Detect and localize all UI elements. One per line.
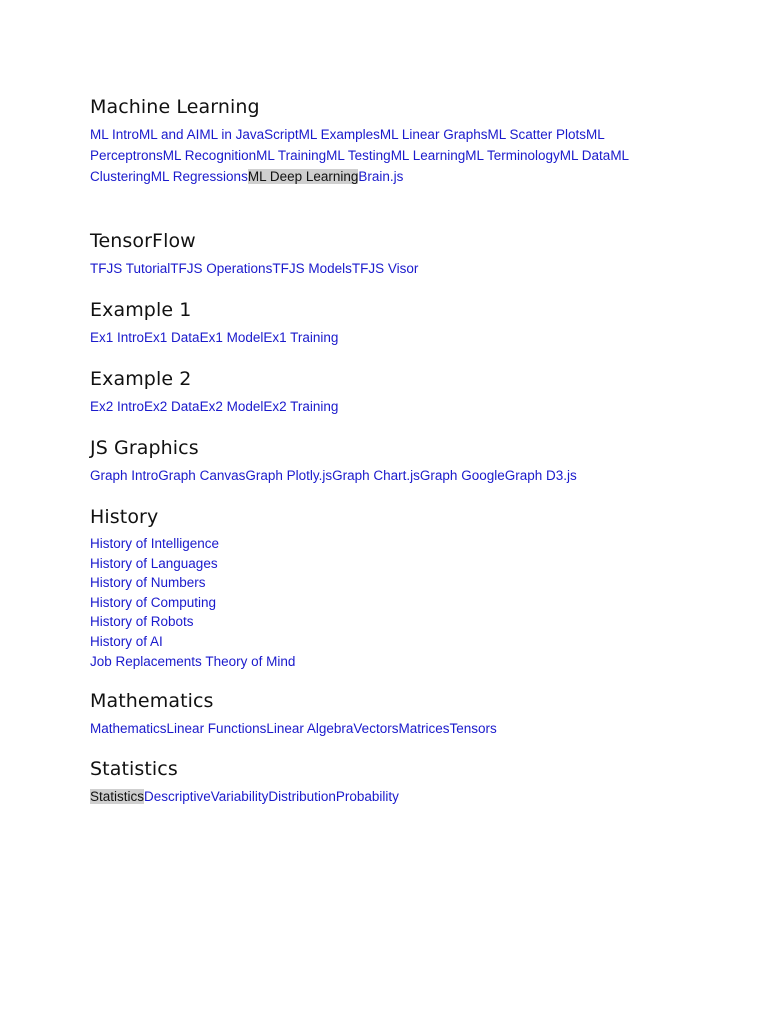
link-job-replacements-theory-of-mind[interactable]: Job Replacements Theory of Mind xyxy=(90,653,296,669)
section-tensorflow xyxy=(90,227,690,279)
section-history xyxy=(90,503,690,671)
link-vectors[interactable]: Vectors xyxy=(353,721,399,737)
section-title-tensorflow: TensorFlow xyxy=(90,230,196,252)
link-ml-learning[interactable]: ML Learning xyxy=(390,148,466,163)
link-mathematics[interactable]: Mathematics xyxy=(90,721,167,737)
link-ex2-intro[interactable]: Ex2 Intro xyxy=(90,399,145,414)
link-tensors[interactable]: Tensors xyxy=(449,721,497,737)
section-title-statistics: Statistics xyxy=(90,758,178,781)
link-graph-canvas[interactable]: Graph Canvas xyxy=(158,468,246,483)
link-brain-js[interactable]: Brain.js xyxy=(358,169,404,184)
link-ml-terminology[interactable]: ML Terminology xyxy=(465,148,560,163)
section-js-graphics xyxy=(90,434,690,486)
section-title-machine-learning: Machine Learning xyxy=(90,96,260,118)
link-graph-plotly-js[interactable]: Graph Plotly.js xyxy=(245,468,333,483)
link-list-statistics xyxy=(90,786,690,807)
section-title-example-2: Example 2 xyxy=(90,368,192,390)
link-ex2-training[interactable]: Ex2 Training xyxy=(263,399,339,414)
section-title-history: History xyxy=(90,506,159,528)
link-history-of-ai[interactable]: History of AI xyxy=(90,633,163,649)
link-list-example-1 xyxy=(90,327,690,348)
link-ex1-model[interactable]: Ex1 Model xyxy=(199,330,264,345)
link-ml-data[interactable]: ML Data xyxy=(559,148,611,163)
link-list-tensorflow xyxy=(90,258,690,279)
link-history-of-robots[interactable]: History of Robots xyxy=(90,614,194,630)
link-graph-chart-js[interactable]: Graph Chart.js xyxy=(332,468,420,483)
section-statistics xyxy=(90,755,690,807)
link-ex1-training[interactable]: Ex1 Training xyxy=(263,330,339,345)
link-statistics[interactable]: Statistics xyxy=(90,789,145,805)
link-list-history xyxy=(90,534,690,671)
link-graph-intro[interactable]: Graph Intro xyxy=(90,468,159,483)
link-ml-testing[interactable]: ML Testing xyxy=(326,148,391,163)
document-page xyxy=(90,93,690,807)
link-descriptive[interactable]: Descriptive xyxy=(144,789,211,805)
link-ml-training[interactable]: ML Training xyxy=(256,148,327,163)
link-history-of-numbers[interactable]: History of Numbers xyxy=(90,575,206,591)
link-ml-regressions[interactable]: ML Regressions xyxy=(150,169,248,184)
link-ml-linear-graphs[interactable]: ML Linear Graphs xyxy=(379,127,488,142)
link-matrices[interactable]: Matrices xyxy=(398,721,450,737)
section-title-mathematics: Mathematics xyxy=(90,690,214,713)
link-ml-recognition[interactable]: ML Recognition xyxy=(162,148,257,163)
link-graph-d3-js[interactable]: Graph D3.js xyxy=(504,468,577,483)
link-ml-and-ai[interactable]: ML and AI xyxy=(139,127,200,142)
link-linear-functions[interactable]: Linear Functions xyxy=(166,721,267,737)
link-ex1-data[interactable]: Ex1 Data xyxy=(144,330,200,345)
section-title-example-1: Example 1 xyxy=(90,299,192,321)
link-ml-in-javascript[interactable]: ML in JavaScript xyxy=(199,127,299,142)
link-list-mathematics xyxy=(90,718,690,739)
link-ml-intro[interactable]: ML Intro xyxy=(90,127,140,142)
link-list-js-graphics xyxy=(90,465,690,486)
link-ex2-data[interactable]: Ex2 Data xyxy=(144,399,200,414)
section-mathematics xyxy=(90,687,690,739)
link-tfjs-visor[interactable]: TFJS Visor xyxy=(351,261,419,276)
link-tfjs-operations[interactable]: TFJS Operations xyxy=(170,261,273,276)
link-tfjs-models[interactable]: TFJS Models xyxy=(272,261,352,276)
link-list-example-2 xyxy=(90,396,690,417)
link-ml-perceptrons[interactable]: ML Perceptrons xyxy=(90,127,605,163)
link-variability[interactable]: Variability xyxy=(210,789,269,805)
link-history-of-computing[interactable]: History of Computing xyxy=(90,594,217,610)
link-distribution[interactable]: Distribution xyxy=(268,789,336,805)
link-history-of-languages[interactable]: History of Languages xyxy=(90,555,218,571)
section-title-js-graphics: JS Graphics xyxy=(90,437,199,459)
section-example-1 xyxy=(90,296,690,348)
section-machine-learning xyxy=(90,93,690,187)
link-ml-examples[interactable]: ML Examples xyxy=(298,127,380,142)
link-ml-scatter-plots[interactable]: ML Scatter Plots xyxy=(487,127,587,142)
link-ex1-intro[interactable]: Ex1 Intro xyxy=(90,330,145,345)
link-tfjs-tutorial[interactable]: TFJS Tutorial xyxy=(90,261,171,276)
link-probability[interactable]: Probability xyxy=(335,789,399,805)
link-graph-google[interactable]: Graph Google xyxy=(419,468,505,483)
link-ex2-model[interactable]: Ex2 Model xyxy=(199,399,264,414)
link-history-of-intelligence[interactable]: History of Intelligence xyxy=(90,536,220,551)
link-list-machine-learning xyxy=(90,124,690,187)
link-ml-deep-learning[interactable]: ML Deep Learning xyxy=(247,169,359,184)
section-example-2 xyxy=(90,365,690,417)
link-ml-clustering[interactable]: ML Clustering xyxy=(90,148,629,184)
link-linear-algebra[interactable]: Linear Algebra xyxy=(266,721,354,737)
